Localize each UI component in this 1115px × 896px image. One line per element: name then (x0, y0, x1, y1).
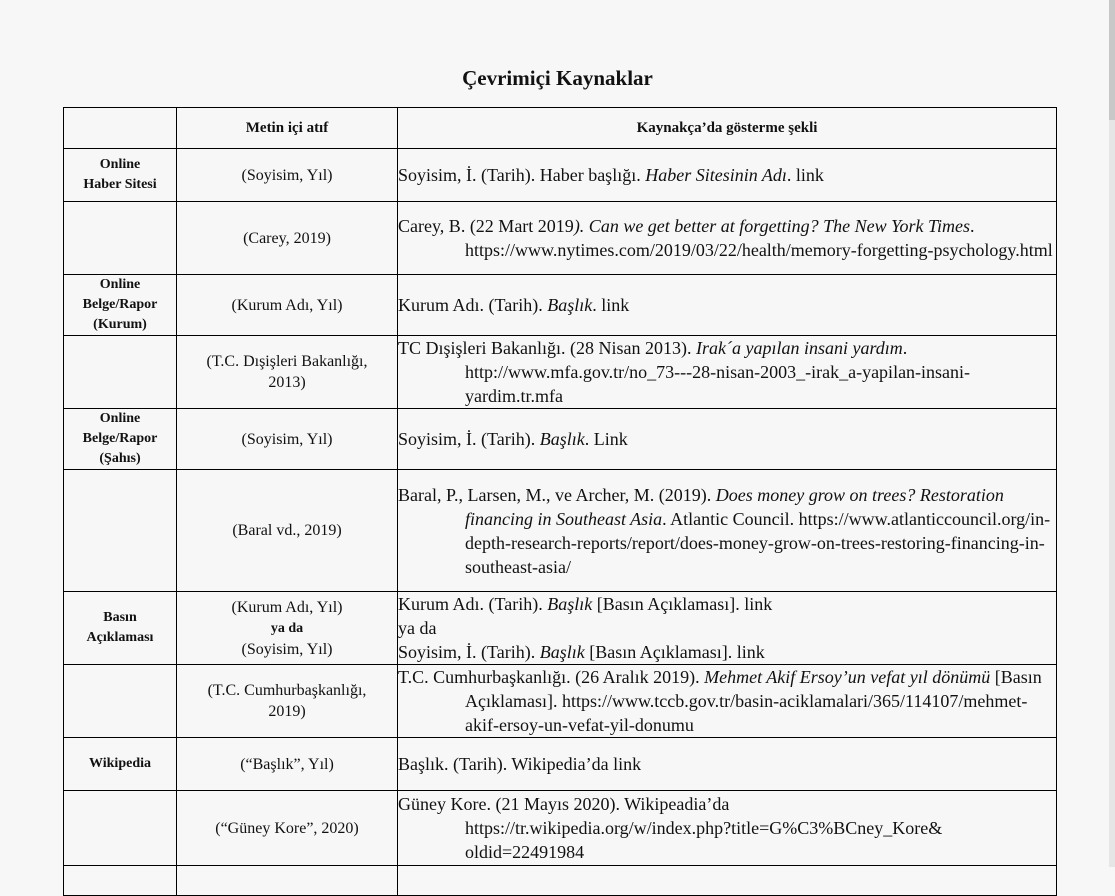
source-type-cell: Online Belge/Rapor (Şahıs) (64, 409, 177, 470)
scrollbar-track[interactable] (1109, 0, 1115, 867)
citation-cell: (T.C. Dışişleri Bakanlığı, 2013) (177, 336, 398, 409)
table-row (64, 738, 1057, 791)
header-bibliography-format: Kaynakça’da gösterme şekli (398, 108, 1057, 149)
table-row (64, 592, 1057, 665)
table-row (64, 409, 1057, 470)
source-type-cell (64, 791, 177, 866)
table-row (64, 275, 1057, 336)
reference-cell: Güney Kore. (21 Mayıs 2020). Wikipeadia’da https://tr.wikipedia.org/w/index.php?title=G%C3%BCney_Kore& oldid=22491984 (398, 791, 1057, 866)
source-type-cell (64, 202, 177, 275)
table-row (64, 149, 1057, 202)
reference-cell: Baral, P., Larsen, M., ve Archer, M. (2019). Does money grow on trees? Restoration financing in Southeast Asia. Atlantic Council. https://www.atlanticcouncil.org/in-depth-research-reports/report/does-money-grow-on-trees-restoring-financing-in-southeast-asia/ (398, 470, 1057, 592)
citation-cell: (“Başlık”, Yıl) (177, 738, 398, 791)
table-row (64, 791, 1057, 866)
source-type-cell: Online Belge/Rapor (Kurum) (64, 275, 177, 336)
citation-cell: (Baral vd., 2019) (177, 470, 398, 592)
reference-cell: T.C. Cumhurbaşkanlığı. (26 Aralık 2019). Mehmet Akif Ersoy’un vefat yıl dönümü [Basın Açıklaması]. https://www.tccb.gov.tr/basin-aciklamalari/365/114107/mehmet-akif-ersoy-un-vefat-yil-donumu (398, 665, 1057, 738)
table-row (64, 665, 1057, 738)
scrollbar-thumb[interactable] (1109, 0, 1115, 120)
source-type-cell (64, 665, 177, 738)
source-type-cell (64, 470, 177, 592)
reference-cell: Kurum Adı. (Tarih). Başlık [Basın Açıklaması]. link ya da Soyisim, İ. (Tarih). Başlık [Basın Açıklaması]. link (398, 592, 1057, 665)
source-type-cell (64, 866, 177, 896)
table-row (64, 202, 1057, 275)
citation-cell: (“Güney Kore”, 2020) (177, 791, 398, 866)
reference-cell: Soyisim, İ. (Tarih). Haber başlığı. Haber Sitesinin Adı. link (398, 149, 1057, 202)
header-type (64, 108, 177, 149)
table-row (64, 470, 1057, 592)
reference-cell: Soyisim, İ. (Tarih). Başlık. Link (398, 409, 1057, 470)
header-in-text-citation: Metin içi atıf (177, 108, 398, 149)
source-type-cell: Basın Açıklaması (64, 592, 177, 665)
source-type-cell: Online Haber Sitesi (64, 149, 177, 202)
table-row (64, 336, 1057, 409)
citation-cell: (T.C. Cumhurbaşkanlığı, 2019) (177, 665, 398, 738)
reference-cell: TC Dışişleri Bakanlığı. (28 Nisan 2013). Irak´a yapılan insani yardım. http://www.mfa.gov.tr/no_73---28-nisan-2003_-irak_a-yapilan-insani-yardim.tr.mfa (398, 336, 1057, 409)
citation-cell: (Carey, 2019) (177, 202, 398, 275)
reference-cell: Kurum Adı. (Tarih). Başlık. link (398, 275, 1057, 336)
table-row (64, 866, 1057, 896)
citation-cell: (Kurum Adı, Yıl) (177, 275, 398, 336)
citation-cell: (Soyisim, Yıl) (177, 149, 398, 202)
reference-cell: Başlık. (Tarih). Wikipedia’da link (398, 738, 1057, 791)
page-title: Çevrimiçi Kaynaklar (462, 66, 653, 90)
reference-cell (398, 866, 1057, 896)
citation-cell: (Kurum Adı, Yıl) ya da (Soyisim, Yıl) (177, 592, 398, 665)
header-row (64, 108, 1057, 149)
source-type-cell (64, 336, 177, 409)
source-type-cell: Wikipedia (64, 738, 177, 791)
citation-cell (177, 866, 398, 896)
reference-cell: Carey, B. (22 Mart 2019). Can we get better at forgetting? The New York Times. https://www.nytimes.com/2019/03/22/health/memory-forgetting-psychology.html (398, 202, 1057, 275)
references-table (63, 107, 1057, 896)
citation-cell: (Soyisim, Yıl) (177, 409, 398, 470)
